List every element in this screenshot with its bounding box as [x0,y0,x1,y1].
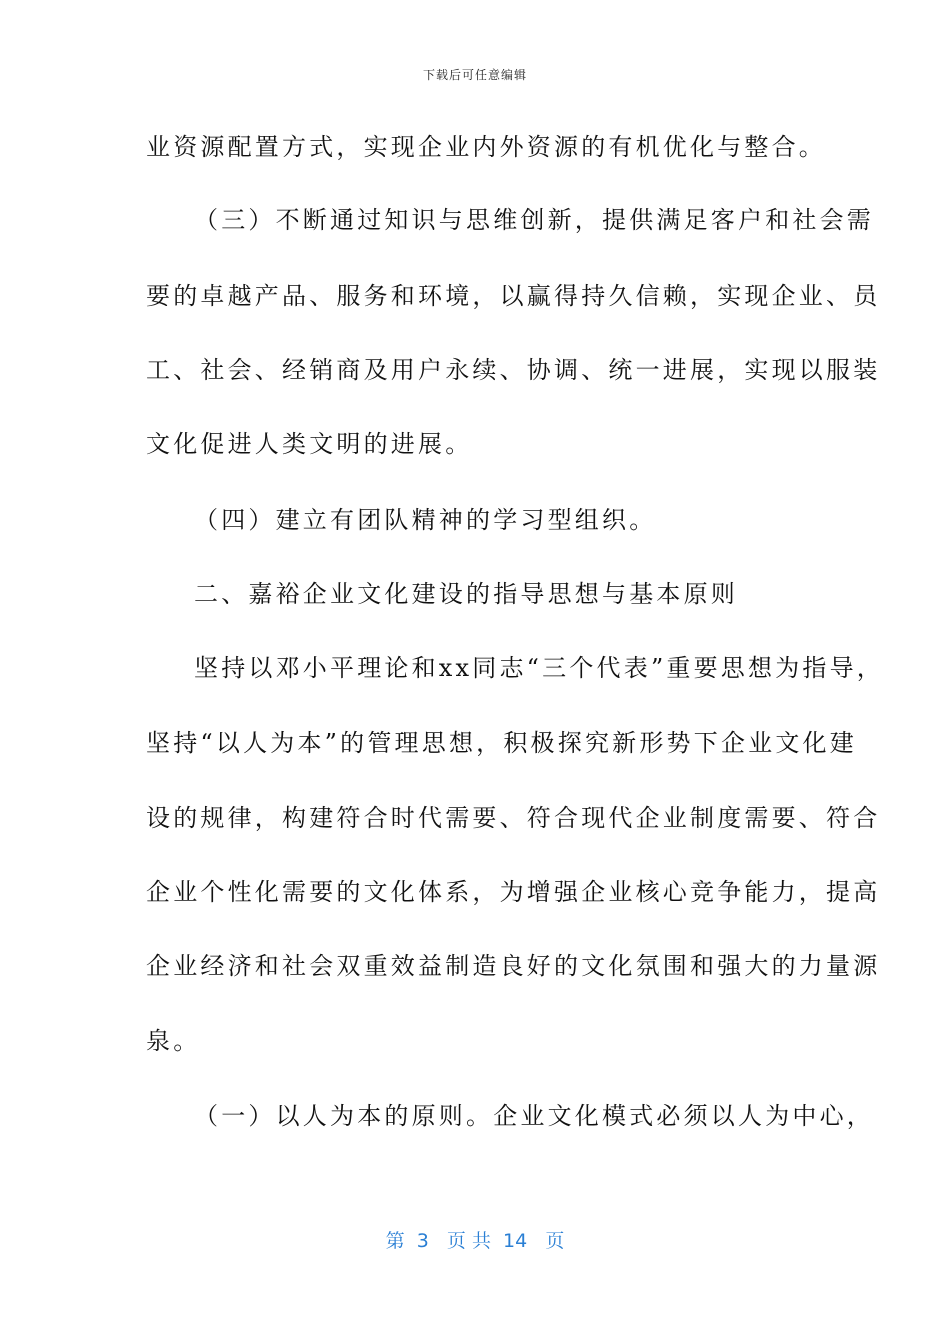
text-line-6: （四）建立有团队精神的学习型组织。 [194,506,657,534]
text-line-1: 业资源配置方式，实现企业内外资源的有机优化与整合。 [146,133,826,161]
text-line-9: 坚持“以人为本”的管理思想，积极探究新形势下企业文化建 [146,729,857,757]
text-line-5: 文化促进人类文明的进展。 [146,430,473,458]
section-heading: 二、嘉裕企业文化建设的指导思想与基本原则 [194,580,738,608]
text-line-11: 企业个性化需要的文化体系，为增强企业核心竞争能力，提高 [146,878,881,906]
text-line-13: 泉。 [146,1027,201,1055]
page-header: 下载后可任意编辑 [422,68,527,82]
text-line-10: 设的规律，构建符合时代需要、符合现代企业制度需要、符合 [146,804,881,832]
text-line-14: （一）以人为本的原则。企业文化模式必须以人为中心， [194,1102,874,1130]
text-line-4: 工、社会、经销商及用户永续、协调、统一进展，实现以服装 [146,356,881,384]
text-line-2: （三）不断通过知识与思维创新，提供满足客户和社会需 [194,206,874,234]
text-line-12: 企业经济和社会双重效益制造良好的文化氛围和强大的力量源 [146,952,881,980]
page-footer: 第 3 页 共 14 页 [385,1230,565,1252]
text-line-3: 要的卓越产品、服务和环境，以赢得持久信赖，实现企业、员 [146,282,881,310]
text-line-8: 坚持以邓小平理论和xx同志“三个代表”重要思想为指导， [194,654,885,682]
